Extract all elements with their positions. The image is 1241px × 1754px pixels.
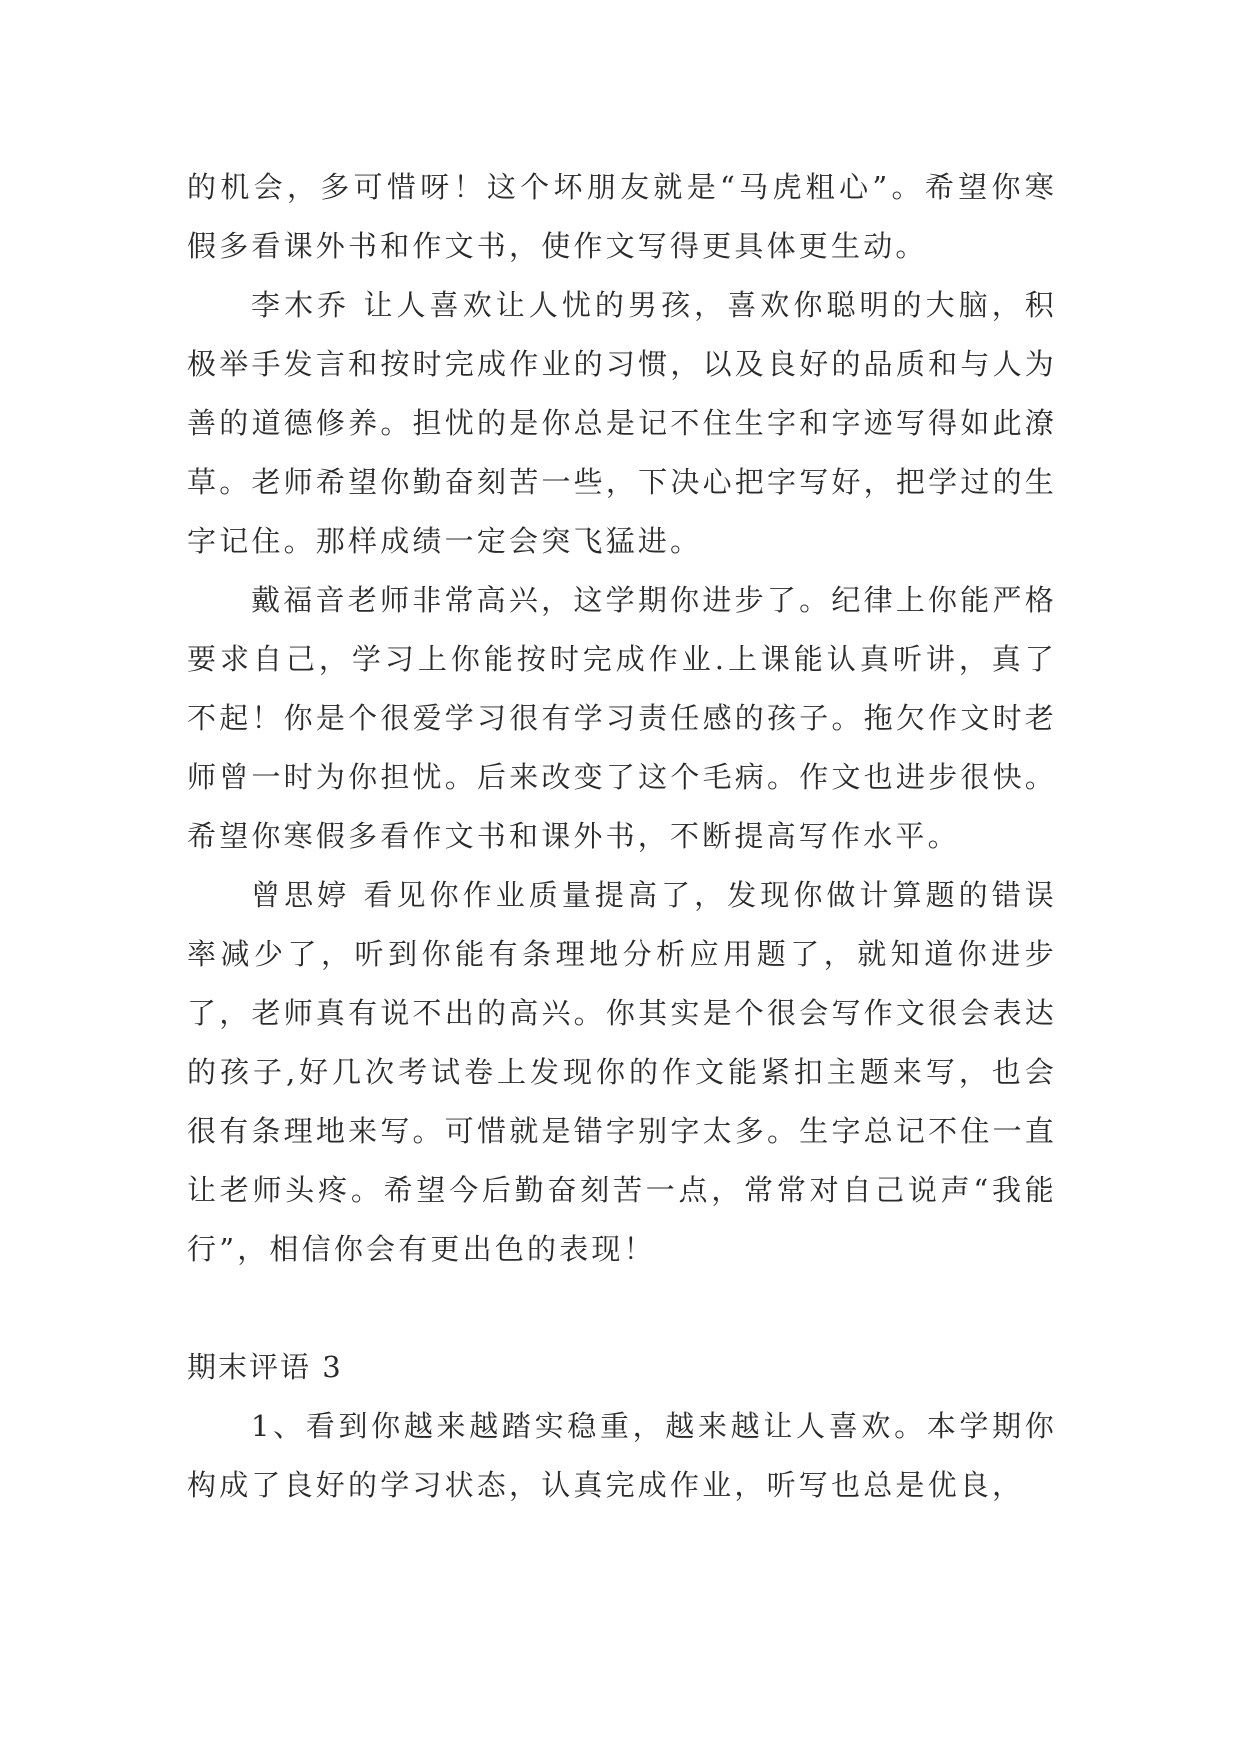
paragraph-comment-li-muqiao: 李木乔 让人喜欢让人忧的男孩，喜欢你聪明的大脑，积极举手发言和按时完成作业的习惯，以及良好的品质和与人为善的道德修养。担忧的是你总是记不住生字和字迹写得如此潦草。老师希望你勤奋刻苦一些，下决心把字写好，把学过的生字记住。那样成绩一定会突飞猛进。: [187, 288, 1057, 558]
paragraph-continuation: 的机会，多可惜呀！这个坏朋友就是“马虎粗心”。希望你寒假多看课外书和作文书，使作文写得更具体更生动。: [187, 170, 1057, 263]
section-heading: 期末评语 3: [187, 1350, 343, 1384]
paragraph-comment-dai-fuyin: 戴福音老师非常高兴，这学期你进步了。纪律上你能严格要求自己，学习上你能按时完成作业.上课能认真听讲，真了不起！你是个很爱学习很有学习责任感的孩子。拖欠作文时老师曾一时为你担忧。后来改变了这个毛病。作文也进步很快。希望你寒假多看作文书和课外书，不断提高写作水平。: [187, 583, 1057, 853]
document-body: [187, 158, 1057, 1515]
paragraph-comment-zeng-siting: 曾思婷 看见你作业质量提高了，发现你做计算题的错误率减少了，听到你能有条理地分析应用题了，就知道你进步了，老师真有说不出的高兴。你其实是个很会写作文很会表达的孩子,好几次考试卷上发现你的作文能紧扣主题来写，也会很有条理地来写。可惜就是错字别字太多。生字总记不住一直让老师头疼。希望今后勤奋刻苦一点，常常对自己说声“我能行”，相信你会有更出色的表现！: [187, 878, 1057, 1266]
paragraph-section-item-1: 1、看到你越来越踏实稳重，越来越让人喜欢。本学期你构成了良好的学习状态，认真完成作业，听写也总是优良，: [187, 1409, 1057, 1502]
